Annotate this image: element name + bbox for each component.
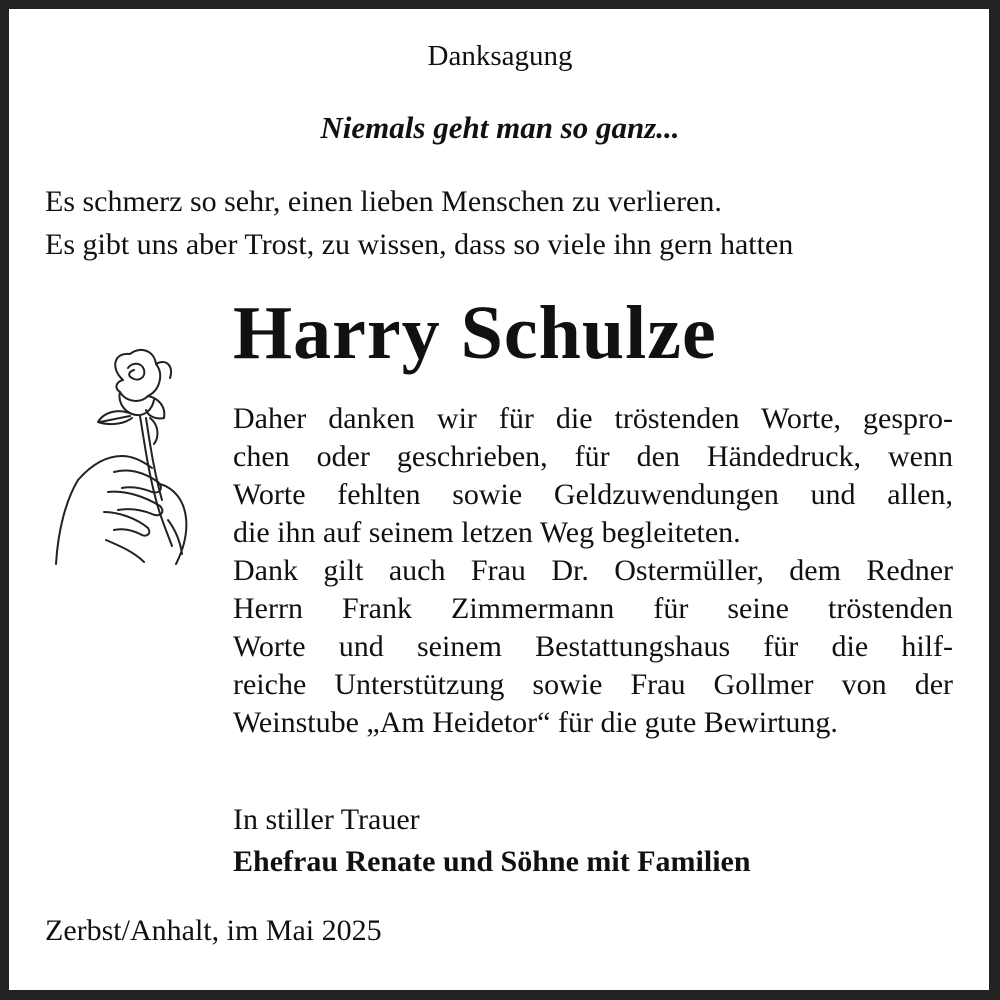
thanks-line: reiche Unterstützung sowie Frau Gollmer von der [233,668,953,701]
thanks-line: die ihn auf seinem letzen Weg begleiteten. [233,516,741,549]
signature-intro: In stiller Trauer [233,803,420,836]
thanks-line: chen oder geschrieben, für den Händedruck, wenn [233,440,953,473]
deceased-name: Harry Schulze [233,291,717,375]
notice-motto: Niemals geht man so ganz... [320,110,680,145]
thanks-line: Herrn Frank Zimmermann für seine tröstenden [233,592,953,625]
thanks-line: Worte und seinem Bestattungshaus für die hilf- [233,630,953,663]
thanks-line: Worte fehlten sowie Geldzuwendungen und allen, [233,478,953,511]
thanks-line: Weinstube „Am Heidetor“ für die gute Bewirtung. [233,706,838,739]
intro-line: Es gibt uns aber Trost, zu wissen, dass so viele ihn gern hatten [45,228,794,261]
thanks-line: Daher danken wir für die tröstenden Worte, gespro- [233,402,953,435]
thanks-text [233,400,953,742]
signature-names: Ehefrau Renate und Söhne mit Familien [233,845,751,878]
place-date: Zerbst/Anhalt, im Mai 2025 [45,914,382,947]
thanks-line: Dank gilt auch Frau Dr. Ostermüller, dem Redner [233,554,953,587]
intro-line: Es schmerz so sehr, einen lieben Menschen zu verlieren. [45,185,722,218]
notice-heading: Danksagung [427,40,573,72]
rose-in-hand-icon [48,340,213,570]
intro-text [45,180,793,266]
